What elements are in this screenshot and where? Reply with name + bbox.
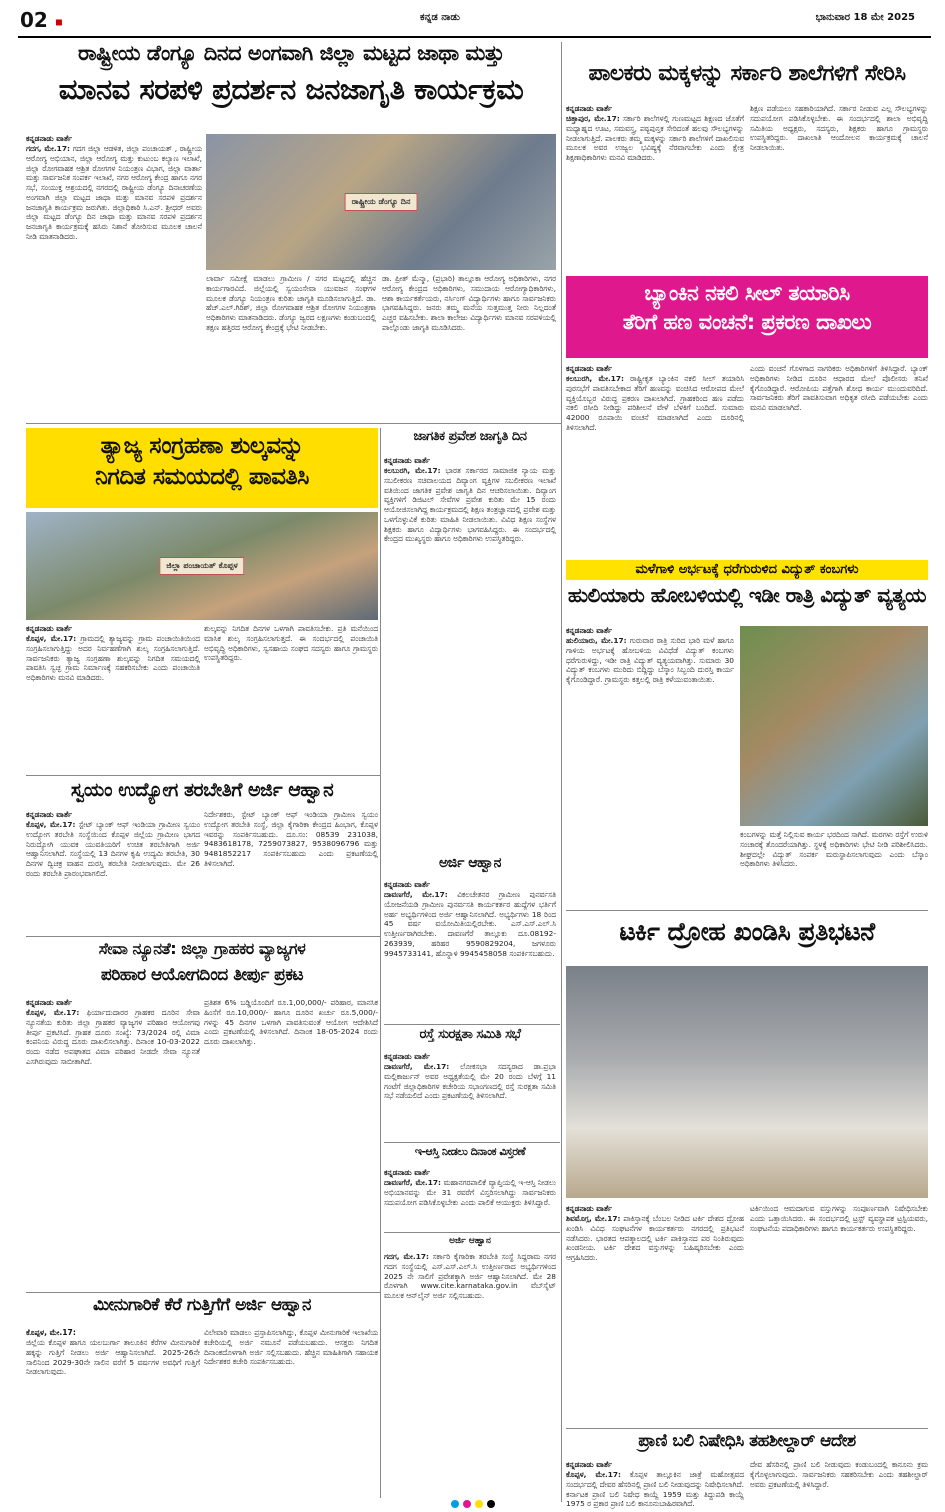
fakeseal-headline-2: ತೆರಿಗೆ ಹಣ ವಂಚನೆ: ಪ್ರಕರಣ ದಾಖಲು (622, 310, 872, 335)
byline: ಕನ್ನಡನಾಡು ವಾರ್ತೆ (26, 998, 73, 1007)
dengue-col-3: ಡಾ. ಪ್ರೀತ್ ಮೆನ್ಮಾ, (ಪ್ರಭಾರಿ) ತಾಲ್ಲೂಕಾ ಆರೋಗ್ಯ ಅಧಿಕಾರಿಗಳು, ನಗರ ಆರೋಗ್ಯ ಕೇಂದ್ರದ ಅಧಿಕಾರಿಗಳು, ಸಮುದಾಯ ಆರೋಗ್ಯಾಧಿಕಾರಿಗಳು, ಆಶಾ ಕಾರ್ಯಕರ್ತೆಯರು, ನರ್ಸಿಂಗ್ ವಿದ್ಯಾರ್ಥಿಗಳು ಹಾಗೂ ಸಾರ್ವಜನಿಕರು ಭಾಗವಹಿಸಿದ್ದರು. ಜನರು ತಮ್ಮ ಮನೆಯ ಸುತ್ತಮುತ್ತ ನೀರು ನಿಲ್ಲದಂತೆ ಎಚ್ಚರ ವಹಿಸಬೇಕು. ಶಾಲಾ ಕಾಲೇಜು ವಿದ್ಯಾರ್ಥಿಗಳು ಮಾನವ ಸರಪಳಿಯಲ್ಲಿ ಪಾಲ್ಗೊಂಡು ಜಾಗೃತಿ ಮೂಡಿಸಿದರು. (382, 274, 556, 332)
power-headline: ಹುಲಿಯಾರು ಹೋಬಳಿಯಲ್ಲಿ ಇಡೀ ರಾತ್ರಿ ವಿದ್ಯುತ್ ವ್ಯತ್ಯಯ (567, 583, 927, 607)
dateline: ಕಲಬುರಗಿ, ಮೇ.17: (384, 466, 441, 475)
article-body: ರಾಷ್ಟ್ರೀಕೃತ ಬ್ಯಾಂಕಿನ ನಕಲಿ ಸೀಲ್ ತಯಾರಿಸಿ ಪುರಸಭೆಗೆ ಪಾವತಿಸಬೇಕಾದ ತೆರಿಗೆ ಹಣವನ್ನು ವಂಚಿಸಿದ ಆರೋಪದ ಮೇಲೆ ವ್ಯಕ್ತಿಯೊಬ್ಬರ ವಿರುದ್ಧ ಪ್ರಕರಣ ದಾಖಲಾಗಿದೆ. ಗ್ರಾಹಕರಿಂದ ಹಣ ಪಡೆದು ನಕಲಿ ರಸೀದಿ ನೀಡಿದ್ದು ಪರಿಶೀಲನೆ ವೇಳೆ ಬೆಳಕಿಗೆ ಬಂದಿದೆ. ಸುಮಾರು 42000 ರೂಪಾಯಿ ವಂಚನೆ ಮಾಡಲಾಗಿದೆ ಎಂದು ದೂರಿನಲ್ಲಿ ತಿಳಿಸಲಾಗಿದೆ. (566, 374, 744, 432)
parents-col-1 (566, 104, 744, 270)
issue-date: ಭಾನುವಾರ 18 ಮೇ 2025 (815, 12, 915, 23)
dateline: ಕೊಪ್ಪಳ, ಮೇ.17: (26, 1008, 80, 1017)
article-body: ವಿಕಲಚೇತನರ ಗ್ರಾಮೀಣ ಪುನರ್ವಸತಿ ಯೋಜನೆಯಡಿ ಗ್ರಾಮೀಣ ಪುನರ್ವಸತಿ ಕಾರ್ಯಕರ್ತರ ಹುದ್ದೆಗಳ ಭರ್ತಿಗೆ ಅರ್ಹ ಅಭ್ಯರ್ಥಿಗಳಿಂದ ಅರ್ಜಿ ಆಹ್ವಾನಿಸಲಾಗಿದೆ. ಅಭ್ಯರ್ಥಿಗಳು 18 ರಿಂದ 45 ವರ್ಷ ವಯೋಮಿತಿಯಲ್ಲಿರಬೇಕು. ಎಸ್.ಎಸ್.ಎಲ್.ಸಿ ಉತ್ತೀರ್ಣರಾಗಿರಬೇಕು. ದಾವಣಗೆರೆ ತಾಲ್ಲೂಕು ದೂ.08192-263939, ಹರಿಹರ 9590829204, ಜಗಳೂರು 9945733141, ಹೊನ್ನಾಳಿ 9945458058 ಸಂಪರ್ಕಿಸಬಹುದು. (384, 890, 556, 958)
byline: ಕನ್ನಡನಾಡು ವಾರ್ತೆ (566, 104, 613, 113)
turkey-col-1 (566, 1204, 744, 1424)
fakeseal-headline-1: ಬ್ಯಾಂಕಿನ ನಕಲಿ ಸೀಲ್ ತಯಾರಿಸಿ (644, 281, 850, 305)
byline: ಕನ್ನಡನಾಡು ವಾರ್ತೆ (566, 364, 613, 373)
magenta-mark (463, 1500, 471, 1508)
dateline: ಕೊಪ್ಪಳ, ಮೇ.17: (26, 820, 76, 829)
eauction-col-1 (384, 1168, 556, 1228)
power-col-2: ಕಂಬಗಳನ್ನು ಮತ್ತೆ ನಿಲ್ಲಿಸುವ ಕಾರ್ಯ ಭರದಿಂದ ಸಾಗಿದೆ. ಮರಗಳು ರಸ್ತೆಗೆ ಉರುಳಿ ಸಂಚಾರಕ್ಕೆ ತೊಂದರೆಯಾಗಿತ್ತು. ಸ್ಥಳಕ್ಕೆ ಅಧಿಕಾರಿಗಳು ಭೇಟಿ ನೀಡಿ ಪರಿಶೀಲಿಸಿದರು. ಶೀಘ್ರದಲ್ಲೇ ವಿದ್ಯುತ್ ಸಂಪರ್ಕ ಮರುಸ್ಥಾಪಿಸಲಾಗುವುದು ಎಂದು ಬೆಸ್ಕಾಂ ಅಧಿಕಾರಿಗಳು ತಿಳಿಸಿದರು. (740, 830, 928, 869)
selfemployment-col-2: ನಿರ್ದೇಶಕರು, ಸ್ಟೇಟ್ ಬ್ಯಾಂಕ್ ಆಫ್ ಇಂಡಿಯಾ ಗ್ರಾಮೀಣ ಸ್ವಯಂ ಉದ್ಯೋಗ ತರಬೇತಿ ಸಂಸ್ಥೆ, ಜಿಲ್ಲಾ ಕೈಗಾರಿಕಾ ಕೇಂದ್ರದ ಹಿಂಭಾಗ, ಕೊಪ್ಪಳ ಇವರನ್ನು ಸಂಪರ್ಕಿಸಬಹುದು. ದೂ.ಸಂ: 08539 231038, 9483618178, 7259073827, 9538096796 ಮತ್ತು 9481852217 ಸಂಪರ್ಕಿಸಬಹುದು ಎಂದು ಪ್ರಕಟಣೆಯಲ್ಲಿ ತಿಳಿಸಲಾಗಿದೆ. (204, 810, 378, 868)
section-divider (26, 936, 380, 937)
waste-photo (26, 512, 378, 620)
power-photo (740, 626, 928, 826)
consumer-headline-2: ಪರಿಹಾರ ಆಯೋಗದಿಂದ ತೀರ್ಪು ಪ್ರಕಟ (100, 965, 304, 985)
animal-headline: ಪ್ರಾಣಿ ಬಲಿ ನಿಷೇಧಿಸಿ ತಹಶೀಲ್ದಾರ್ ಆದೇಶ (638, 1431, 856, 1451)
waste-headline-box (26, 428, 378, 508)
dateline: ಕೊಪ್ಪಳ, ಮೇ.17: (26, 1328, 76, 1337)
eauction-headline: ಇ-ಆಸ್ತಿ ನೀಡಲು ದಿನಾಂಕ ವಿಸ್ತರಣೆ (414, 1145, 526, 1158)
power-col-1 (566, 626, 734, 902)
applications2-col-1 (384, 1252, 556, 1492)
byline: ಕನ್ನಡನಾಡು ವಾರ್ತೆ (384, 1168, 431, 1177)
animal-col-2: ದೇವ ಹೆಸರಿನಲ್ಲಿ ಪ್ರಾಣಿ ಬಲಿ ನೀಡುವುದು ಕಂಡುಬಂದಲ್ಲಿ ಕಾನೂನು ಕ್ರಮ ಕೈಗೊಳ್ಳಲಾಗುವುದು. ಸಾರ್ವಜನಿಕರು ಸಹಕರಿಸಬೇಕು ಎಂದು ತಹಶೀಲ್ದಾರ್ ಅವರು ಪ್ರಕಟಣೆಯಲ್ಲಿ ತಿಳಿಸಿದ್ದಾರೆ. (750, 1460, 928, 1489)
article-body: ಕೊಪ್ಪಳ ತಾಲ್ಲೂಕಿನ ಜಾತ್ರೆ ಮಹೋತ್ಸವದ ಸಂದರ್ಭದಲ್ಲಿ ದೇವರ ಹೆಸರಿನಲ್ಲಿ ಪ್ರಾಣಿ ಬಲಿ ನೀಡುವುದನ್ನು ನಿಷೇಧಿಸಲಾಗಿದೆ. ಕರ್ನಾಟಕ ಪ್ರಾಣಿ ಬಲಿ ನಿಷೇಧ ಕಾಯ್ದೆ 1959 ಮತ್ತು ತಿದ್ದುಪಡಿ ಕಾಯ್ದೆ 1975 ರ ಪ್ರಕಾರ ಪ್ರಾಣಿ ಬಲಿ ಕಾನೂನುಬಾಹಿರವಾಗಿದೆ. (566, 1470, 744, 1509)
byline: ಕನ್ನಡನಾಡು ವಾರ್ತೆ (566, 1204, 613, 1213)
applications-headline: ಅರ್ಜಿ ಆಹ್ವಾನ (439, 855, 501, 871)
parents-headline: ಪಾಲಕರು ಮಕ್ಕಳನ್ನು ಸರ್ಕಾರಿ ಶಾಲೆಗಳಿಗೆ ಸೇರಿಸಿ (588, 61, 906, 86)
dateline: ಕಲಬುರಗಿ, ಮೇ.17: (566, 374, 625, 383)
byline: ಕನ್ನಡನಾಡು ವಾರ್ತೆ (384, 1052, 431, 1061)
article-body: ಫಿರ್ಯಾದುದಾರರ ಗ್ರಾಹಕರ ದೂರಿನ ಸೇವಾ ನ್ಯೂನತೆಯ ಕುರಿತು ಜಿಲ್ಲಾ ಗ್ರಾಹಕರ ವ್ಯಾಜ್ಯಗಳ ಪರಿಹಾರ ಆಯೋಗವು ತೀರ್ಪು ಪ್ರಕಟಿಸಿದೆ. ಗ್ರಾಹಕ ದೂರು ಸಂಖ್ಯೆ: 73/2024 ರಲ್ಲಿ ವಿಮಾ ಕಂಪನಿಯ ವಿರುದ್ಧ ದೂರು ದಾಖಲಿಸಲಾಗಿತ್ತು. ದಿನಾಂಕ 10-03-2022 ರಂದು ನಡೆದ ಅಪಘಾತದ ವಿಮಾ ಪರಿಹಾರ ನೀಡದೇ ಸೇವಾ ನ್ಯೂನತೆ ಎಸಗಿರುವುದು ಸಾಬೀತಾಗಿದೆ. (26, 1008, 200, 1066)
fakeseal-headline-box (566, 276, 928, 358)
byline: ಕನ್ನಡನಾಡು ವಾರ್ತೆ (26, 134, 73, 143)
fishery-headline: ಮೀನುಗಾರಿಕೆ ಕೆರೆ ಗುತ್ತಿಗೆಗೆ ಅರ್ಜಿ ಆಹ್ವಾನ (93, 1295, 311, 1315)
byline: ಕನ್ನಡನಾಡು ವಾರ್ತೆ (26, 810, 73, 819)
power-strip: ಮಳೆಗಾಳಿ ಅರ್ಭಟಕ್ಕೆ ಧರೆಗುರುಳಿದ ವಿದ್ಯುತ್ ಕಂಬಗಳು (566, 560, 928, 580)
photo-banner: ಜಿಲ್ಲಾ ಪಂಚಾಯತ್ ಕೊಪ್ಪಳ (159, 557, 244, 575)
applications2-headline: ಅರ್ಜಿ ಆಹ್ವಾನ (449, 1236, 491, 1246)
registration-marks (0, 1493, 945, 1503)
section-divider (26, 1292, 380, 1293)
dateline: ದಾವಣಗೆರೆ, ಮೇ.17: (384, 1062, 450, 1071)
article-body: ಗ್ರಾಮದಲ್ಲಿ ತ್ಯಾಜ್ಯವನ್ನು ಗ್ರಾಮ ಪಂಚಾಯಿತಿಯಿಂದ ಸಂಗ್ರಹಿಸಲಾಗುತ್ತಿದ್ದು ಅದರ ನಿರ್ವಹಣೆಗಾಗಿ ಶುಲ್ಕ ಸಂಗ್ರಹಿಸಲಾಗುತ್ತಿದೆ. ಸಾರ್ವಜನಿಕರು ತ್ಯಾಜ್ಯ ಸಂಗ್ರಹಣಾ ಶುಲ್ಕವನ್ನು ನಿಗದಿತ ಸಮಯದಲ್ಲಿ ಪಾವತಿಸಿ ಸ್ವಚ್ಛ ಗ್ರಾಮ ನಿರ್ಮಾಣಕ್ಕೆ ಸಹಕರಿಸಬೇಕು ಎಂದು ಪಂಚಾಯಿತಿ ಅಧಿಕಾರಿಗಳು ಮನವಿ ಮಾಡಿದರು. (26, 634, 200, 683)
dateline: ಕೊಪ್ಪಳ, ಮೇ.17: (26, 634, 77, 643)
waste-headline-1: ತ್ಯಾಜ್ಯ ಸಂಗ್ರಹಣಾ ಶುಲ್ಕವನ್ನು (100, 433, 304, 459)
article-body: ಭಾರತ ಸರ್ಕಾರದ ಸಾಮಾಜಿಕ ನ್ಯಾಯ ಮತ್ತು ಸಬಲೀಕರಣ ಸಚಿವಾಲಯದ ದಿವ್ಯಾಂಗ ವ್ಯಕ್ತಿಗಳ ಸಬಲೀಕರಣ ಇಲಾಖೆ ವತಿಯಿಂದ ಜಾಗತಿಕ ಪ್ರವೇಶ ಜಾಗೃತಿ ದಿನ ಆಚರಿಸಲಾಯಿತು. ದಿವ್ಯಾಂಗ ವ್ಯಕ್ತಿಗಳಿಗೆ ಡಿಜಿಟಲ್ ಸೇವೆಗಳ ಪ್ರವೇಶ ಕುರಿತು ಮೇ 15 ರಂದು ಆಯೋಜಿಸಲಾಗಿದ್ದ ಕಾರ್ಯಕ್ರಮದಲ್ಲಿ ಶಿಕ್ಷಣ ತಂತ್ರಜ್ಞಾನದಲ್ಲಿ ಪ್ರವೇಶ ಮತ್ತು ಒಳಗೊಳ್ಳುವಿಕೆ ಕುರಿತು ಮಾಹಿತಿ ನೀಡಲಾಯಿತು. ವಿವಿಧ ಶಿಕ್ಷಣ ಸಂಸ್ಥೆಗಳ ಶಿಕ್ಷಕರು ಹಾಗೂ ವಿದ್ಯಾರ್ಥಿಗಳು ಭಾಗವಹಿಸಿದ್ದರು. ಈ ಸಂದರ್ಭದಲ್ಲಿ ಕೇಂದ್ರದ ಮುಖ್ಯಸ್ಥರು ಹಾಗೂ ಅಧಿಕಾರಿಗಳು ಉಪಸ್ಥಿತರಿದ್ದರು. (384, 466, 557, 544)
dengue-col-1 (26, 134, 202, 419)
dateline: ದಾವಣಗೆರೆ, ಮೇ.17: (384, 1178, 441, 1187)
page-number: 02 ▪ (20, 8, 63, 32)
fakeseal-col-1 (566, 364, 744, 556)
dateline: ಶಿವಮೊಗ್ಗ, ಮೇ.17: (566, 1214, 621, 1223)
dengue-photo (206, 134, 556, 270)
dengue-col-2: ಲಾರ್ವಾ ಸಮೀಕ್ಷೆ ಮಾಡಲು ಗ್ರಾಮೀಣ / ನಗರ ಮಟ್ಟದಲ್ಲಿ ಹೆಚ್ಚಿನ ಕಾರ್ಯಗಾರವಿದೆ. ಜಿಲ್ಲೆಯಲ್ಲಿ ಸ್ವಯಂಸೇವಾ ಯುವಜನ ಸಂಘಗಳ ಮೂಲಕ ಡೆಂಗ್ಯೂ ನಿಯಂತ್ರಣ ಕುರಿತು ಜಾಗೃತಿ ಮೂಡಿಸಲಾಗುತ್ತಿದೆ. ಡಾ. ಹೆಚ್.ಎಲ್.ಗಿರಿಶ್, ಜಿಲ್ಲಾ ರೋಗವಾಹಕ ಆಶ್ರಿತ ರೋಗಗಳ ನಿಯಂತ್ರಣಾ ಅಧಿಕಾರಿಗಳು ಮಾತನಾಡಿದರು. ಡೆಂಗ್ಯೂ ಜ್ವರದ ಲಕ್ಷಣಗಳು ಕಂಡುಬಂದಲ್ಲಿ ತಕ್ಷಣ ಹತ್ತಿರದ ಆರೋಗ್ಯ ಕೇಂದ್ರಕ್ಕೆ ಭೇಟಿ ನೀಡಬೇಕು. (206, 274, 376, 332)
animal-col-1 (566, 1460, 744, 1509)
header-rule (18, 36, 931, 38)
dateline: ಹುಲಿಯಾರು, ಮೇ.17: (566, 636, 627, 645)
consumer-headline-1: ಸೇವಾ ನ್ಯೂನತೆ: ಜಿಲ್ಲಾ ಗ್ರಾಹಕರ ವ್ಯಾಜ್ಯಗಳ (98, 939, 306, 958)
masthead: ಕನ್ನಡ ನಾಡು (420, 12, 460, 23)
waste-col-1 (26, 624, 200, 770)
dateline: ಚಿತ್ತಾಪುರ, ಮೇ.17: (566, 114, 620, 123)
cyan-mark (451, 1500, 459, 1508)
consumer-col-2: ಪ್ರತಿಶತ 6% ಬಡ್ಡಿಯೊಂದಿಗೆ ರೂ.1,00,000/- ಪರಿಹಾರ, ಮಾನಸಿಕ ಹಿಂಸೆಗೆ ರೂ.10,000/- ಹಾಗೂ ದೂರಿನ ಖರ್ಚು ರೂ.5,000/- ಗಳನ್ನು 45 ದಿನಗಳ ಒಳಗಾಗಿ ಪಾವತಿಸುವಂತೆ ಆಯೋಗ ಆದೇಶಿಸಿದೆ ಎಂದು ಪ್ರಕಟಣೆಯಲ್ಲಿ ತಿಳಿಸಲಾಗಿದೆ. ದಿನಾಂಕ 18-05-2024 ರಂದು ದೂರು ದಾಖಲಾಗಿತ್ತು. (204, 998, 378, 1047)
selfemployment-col-1 (26, 810, 200, 932)
article-body: ಜಿಲ್ಲೆಯ ಕೊಪ್ಪಳ ಹಾಗೂ ಯಲಬುರ್ಗಾ ತಾಲೂಕಿನ ಕೆರೆಗಳ ಮೀನುಗಾರಿಕೆ ಹಕ್ಕನ್ನು ಗುತ್ತಿಗೆ ನೀಡಲು ಅರ್ಜಿ ಆಹ್ವಾನಿಸಲಾಗಿದೆ. 2025-26ನೇ ಸಾಲಿನಿಂದ 2029-30ನೇ ಸಾಲಿನ ವರೆಗೆ 5 ವರ್ಷಗಳ ಅವಧಿಗೆ ಗುತ್ತಿಗೆ ನೀಡಲಾಗುವುದು. (26, 1338, 200, 1377)
parents-col-2: ಶಿಕ್ಷಣ ಪಡೆಯಲು ಸಹಕಾರಿಯಾಗಿದೆ. ಸರ್ಕಾರ ನೀಡುವ ಎಲ್ಲ ಸೌಲಭ್ಯಗಳನ್ನು ಸದುಪಯೋಗ ಪಡಿಸಿಕೊಳ್ಳಬೇಕು. ಈ ಸಂದರ್ಭದಲ್ಲಿ ಶಾಲಾ ಅಭಿವೃದ್ಧಿ ಸಮಿತಿಯ ಅಧ್ಯಕ್ಷರು, ಸದಸ್ಯರು, ಶಿಕ್ಷಕರು ಹಾಗೂ ಗ್ರಾಮಸ್ಥರು ಉಪಸ್ಥಿತರಿದ್ದರು. ದಾಖಲಾತಿ ಆಂದೋಲನ ಕಾರ್ಯಕ್ರಮಕ್ಕೆ ಚಾಲನೆ ನೀಡಲಾಯಿತು. (750, 104, 928, 153)
turkey-headline: ಟರ್ಕಿ ದ್ರೋಹ ಖಂಡಿಸಿ ಪ್ರತಿಭಟನೆ (619, 917, 875, 946)
article-body: ಸರ್ಕಾರಿ ಶಾಲೆಗಳಲ್ಲಿ ಗುಣಮಟ್ಟದ ಶಿಕ್ಷಣದ ಜೊತೆಗೆ ಮಧ್ಯಾಹ್ನದ ಊಟ, ಸಮವಸ್ತ್ರ, ಪಠ್ಯಪುಸ್ತಕ ಸೇರಿದಂತೆ ಹಲವು ಸೌಲಭ್ಯಗಳನ್ನು ನೀಡಲಾಗುತ್ತಿದೆ. ಪಾಲಕರು ತಮ್ಮ ಮಕ್ಕಳನ್ನು ಸರ್ಕಾರಿ ಶಾಲೆಗಳಿಗೆ ದಾಖಲಿಸುವ ಮೂಲಕ ಅವರ ಉಜ್ವಲ ಭವಿಷ್ಯಕ್ಕೆ ನೆರವಾಗಬೇಕು ಎಂದು ಕ್ಷೇತ್ರ ಶಿಕ್ಷಣಾಧಿಕಾರಿಗಳು ಮನವಿ ಮಾಡಿದರು. (566, 114, 744, 163)
applications-col-1 (384, 880, 556, 1020)
article-body: ಲೋಕಸಭಾ ಸದಸ್ಯರಾದ ಡಾ.ಪ್ರಭಾ ಮಲ್ಲಿಕಾರ್ಜುನ್ ಅವರ ಅಧ್ಯಕ್ಷತೆಯಲ್ಲಿ ಮೇ 20 ರಂದು ಬೆಳಗ್ಗೆ 11 ಗಂಟೆಗೆ ಜಿಲ್ಲಾಧಿಕಾರಿಗಳ ಕಚೇರಿಯ ಸಭಾಂಗಣದಲ್ಲಿ ರಸ್ತೆ ಸುರಕ್ಷತಾ ಸಮಿತಿ ಸಭೆ ನಡೆಯಲಿದೆ ಎಂದು ಪ್ರಕಟಣೆಯಲ್ಲಿ ತಿಳಿಸಲಾಗಿದೆ. (384, 1062, 556, 1101)
byline: ಕನ್ನಡನಾಡು ವಾರ್ತೆ (566, 626, 613, 635)
section-divider (26, 775, 380, 776)
byline: ಕನ್ನಡನಾಡು ವಾರ್ತೆ (384, 456, 431, 465)
fishery-col-2: ವಿಲೇವಾರಿ ಮಾಡಲು ಪ್ರಸ್ತಾಪಿಸಲಾಗಿದ್ದು, ಕೊಪ್ಪಳ ಮೀನುಗಾರಿಕೆ ಇಲಾಖೆಯ ಕಚೇರಿಯಲ್ಲಿ ಅರ್ಜಿ ನಮೂನೆ ಪಡೆಯಬಹುದು. ಆಸಕ್ತರು ನಿಗದಿತ ದಿನಾಂಕದೊಳಗಾಗಿ ಅರ್ಜಿ ಸಲ್ಲಿಸಬಹುದು. ಹೆಚ್ಚಿನ ಮಾಹಿತಿಗಾಗಿ ಸಹಾಯಕ ನಿರ್ದೇಶಕರ ಕಚೇರಿ ಸಂಪರ್ಕಿಸಬಹುದು. (204, 1328, 378, 1367)
waste-headline-2: ನಿಗದಿತ ಸಮಯದಲ್ಲಿ ಪಾವತಿಸಿ (95, 464, 309, 491)
byline: ಕನ್ನಡನಾಡು ವಾರ್ತೆ (566, 1460, 613, 1469)
dateline: ಗದಗ, ಮೇ.17: (26, 144, 70, 153)
roadsafety-headline: ರಸ್ತೆ ಸುರಕ್ಷತಾ ಸಮಿತಿ ಸಭೆ (419, 1027, 521, 1042)
fakeseal-col-2: ಎಂದು ವಂಚನೆ ಗೊಳಗಾದ ನಾಗರಿಕರು ಅಧಿಕಾರಿಗಳಿಗೆ ತಿಳಿಸಿದ್ದಾರೆ. ಬ್ಯಾಂಕ್ ಅಧಿಕಾರಿಗಳು ನೀಡಿದ ದೂರಿನ ಆಧಾರದ ಮೇಲೆ ಪೊಲೀಸರು ತನಿಖೆ ಕೈಗೊಂಡಿದ್ದಾರೆ. ಆರೋಪಿಯ ಪತ್ತೆಗಾಗಿ ಶೋಧ ಕಾರ್ಯ ಮುಂದುವರಿದಿದೆ. ಸಾರ್ವಜನಿಕರು ತೆರಿಗೆ ಪಾವತಿಸುವಾಗ ಅಧಿಕೃತ ರಸೀದಿ ಪಡೆಯಬೇಕು ಎಂದು ಮನವಿ ಮಾಡಲಾಗಿದೆ. (750, 364, 928, 413)
dateline: ಗದಗ, ಮೇ.17: (384, 1252, 429, 1261)
article-body: ಸರ್ಕಾರಿ ಕೈಗಾರಿಕಾ ತರಬೇತಿ ಸಂಸ್ಥೆ ಸಿದ್ದರಾಮ ನಗರ ಗದಗ ಸಂಸ್ಥೆಯಲ್ಲಿ ಎಸ್.ಎಸ್.ಎಲ್.ಸಿ ಉತ್ತೀರ್ಣರಾದ ಅಭ್ಯರ್ಥಿಗಳಿಂದ 2025 ನೇ ಸಾಲಿಗೆ ಪ್ರವೇಶಕ್ಕಾಗಿ ಅರ್ಜಿ ಆಹ್ವಾನಿಸಲಾಗಿದೆ. ಮೇ 28 ರೊಳಗಾಗಿ www.cite.karnataka.gov.in ವೆಬ್‌ಸೈಟ್ ಮೂಲಕ ಆನ್‌ಲೈನ್ ಅರ್ಜಿ ಸಲ್ಲಿಸಬಹುದು. (384, 1252, 556, 1301)
consumer-col-1 (26, 998, 200, 1288)
article-body: ಪಾಕಿಸ್ತಾನಕ್ಕೆ ಬೆಂಬಲ ನೀಡಿದ ಟರ್ಕಿ ದೇಶದ ದ್ರೋಹ ಖಂಡಿಸಿ ವಿವಿಧ ಸಂಘಟನೆಗಳ ಕಾರ್ಯಕರ್ತರು ನಗರದಲ್ಲಿ ಪ್ರತಿಭಟನೆ ನಡೆಸಿದರು. ಭಾರತದ ಆಪತ್ಕಾಲದಲ್ಲಿ ಟರ್ಕಿ ಪಾಕಿಸ್ತಾನದ ಪರ ನಿಂತಿರುವುದು ಖಂಡನೀಯ. ಟರ್ಕಿ ದೇಶದ ವಸ್ತುಗಳನ್ನು ಬಹಿಷ್ಕರಿಸಬೇಕು ಎಂದು ಆಗ್ರಹಿಸಿದರು. (566, 1214, 744, 1263)
dateline: ಕೊಪ್ಪಳ, ಮೇ.17: (566, 1470, 622, 1479)
section-divider (566, 1428, 928, 1429)
dateline: ದಾವಣಗೆರೆ, ಮೇ.17: (384, 890, 448, 899)
article-body: ಸ್ಟೇಟ್ ಬ್ಯಾಂಕ್ ಆಫ್ ಇಂಡಿಯಾ ಗ್ರಾಮೀಣ ಸ್ವಯಂ ಉದ್ಯೋಗ ತರಬೇತಿ ಸಂಸ್ಥೆಯಿಂದ ಕೊಪ್ಪಳ ಜಿಲ್ಲೆಯ ಗ್ರಾಮೀಣ ಭಾಗದ ನಿರುದ್ಯೋಗಿ ಯುವಕ ಯುವತಿಯರಿಗೆ ಉಚಿತ ತರಬೇತಿಗಾಗಿ ಅರ್ಜಿ ಆಹ್ವಾನಿಸಲಾಗಿದೆ. ಸಂಸ್ಥೆಯಲ್ಲಿ 13 ದಿನಗಳ ಕೃಷಿ ಉದ್ಯಮಿ ತರಬೇತಿ, 30 ದಿನಗಳ ದ್ವಿಚಕ್ರ ವಾಹನ ದುರಸ್ತಿ ತರಬೇತಿ ನೀಡಲಾಗುವುದು. ಮೇ 26 ರಂದು ತರಬೇತಿ ಪ್ರಾರಂಭವಾಗಲಿದೆ. (26, 820, 200, 878)
roadsafety-col-1 (384, 1052, 556, 1138)
section-divider (26, 423, 561, 424)
dengue-headline-1: ರಾಷ್ಟ್ರೀಯ ಡೆಂಗ್ಯೂ ದಿನದ ಅಂಗವಾಗಿ ಜಿಲ್ಲಾ ಮಟ್ಟದ ಜಾಥಾ ಮತ್ತು (78, 41, 504, 65)
fishery-col-1 (26, 1328, 200, 1494)
section-divider (384, 1142, 560, 1143)
yellow-mark (475, 1500, 483, 1508)
column-divider (561, 42, 562, 1502)
selfemployment-headline: ಸ್ವಯಂ ಉದ್ಯೋಗ ತರಬೇತಿಗೆ ಅರ್ಜಿ ಆಹ್ವಾನ (70, 779, 334, 801)
entrance-col-1 (384, 456, 556, 851)
waste-col-2: ಶುಲ್ಕವನ್ನು ನಿಗದಿತ ದಿನಗಳ ಒಳಗಾಗಿ ಪಾವತಿಸಬೇಕು. ಪ್ರತಿ ಮನೆಯಿಂದ ಮಾಸಿಕ ಶುಲ್ಕ ಸಂಗ್ರಹಿಸಲಾಗುತ್ತದೆ. ಈ ಸಂದರ್ಭದಲ್ಲಿ ಪಂಚಾಯಿತಿ ಅಭಿವೃದ್ಧಿ ಅಧಿಕಾರಿಗಳು, ಸ್ವಸಹಾಯ ಸಂಘದ ಸದಸ್ಯರು ಹಾಗೂ ಗ್ರಾಮಸ್ಥರು ಉಪಸ್ಥಿತರಿದ್ದರು. (204, 624, 378, 663)
byline: ಕನ್ನಡನಾಡು ವಾರ್ತೆ (26, 624, 73, 633)
column-divider (380, 428, 381, 1498)
article-body: ಗುರುವಾರ ರಾತ್ರಿ ಸುರಿದ ಭಾರಿ ಮಳೆ ಹಾಗೂ ಗಾಳಿಯ ಅರ್ಭಟಕ್ಕೆ ಹೋಬಳಿಯ ವಿವಿಧೆಡೆ ವಿದ್ಯುತ್ ಕಂಬಗಳು ಧರೆಗುರುಳಿದ್ದು, ಇಡೀ ರಾತ್ರಿ ವಿದ್ಯುತ್ ವ್ಯತ್ಯಯವಾಗಿತ್ತು. ಸುಮಾರು 30 ವಿದ್ಯುತ್ ಕಂಬಗಳು ಮುರಿದು ಬಿದ್ದಿದ್ದು ಬೆಸ್ಕಾಂ ಸಿಬ್ಬಂದಿ ದುರಸ್ತಿ ಕಾರ್ಯ ಕೈಗೊಂಡಿದ್ದಾರೆ. ಗ್ರಾಮಸ್ಥರು ಕತ್ತಲಲ್ಲಿ ರಾತ್ರಿ ಕಳೆಯುವಂತಾಯಿತು. (566, 636, 734, 685)
entrance-headline: ಜಾಗತಿಕ ಪ್ರವೇಶ ಜಾಗೃತಿ ದಿನ (413, 429, 527, 444)
black-mark (487, 1500, 495, 1508)
photo-banner: ರಾಷ್ಟ್ರೀಯ ಡೆಂಗ್ಯೂ ದಿನ (345, 193, 418, 211)
article-body: ಗದಗ ಜಿಲ್ಲಾ ಆಡಳಿತ, ಜಿಲ್ಲಾ ಪಂಚಾಯತ್ , ರಾಷ್ಟ್ರೀಯ ಆರೋಗ್ಯ ಅಭಿಯಾನ, ಜಿಲ್ಲಾ ಆರೋಗ್ಯ ಮತ್ತು ಕುಟುಂಬ ಕಲ್ಯಾಣ ಇಲಾಖೆ, ಜಿಲ್ಲಾ ರೋಗವಾಹಕ ಆಶ್ರಿತ ರೋಗಗಳ ನಿಯಂತ್ರಣ ವಿಭಾಗ, ಜಿಲ್ಲಾ ವಾರ್ತಾ ಮತ್ತು ಸಾರ್ವಜನಿಕ ಸಂಪರ್ಕ ಇಲಾಖೆ, ನಗರ ಆರೋಗ್ಯ ಕೇಂದ್ರ ಹಾಗೂ ನಗರ ಸಭೆ, ಸಂಯುಕ್ತ ಆಶ್ರಯದಲ್ಲಿ ನಗರದಲ್ಲಿ ರಾಷ್ಟ್ರೀಯ ಡೆಂಗ್ಯೂ ದಿನಾಚರಣೆಯ ಅಂಗವಾಗಿ ಜಿಲ್ಲಾ ಮಟ್ಟದ ಜಾಥಾ ಮತ್ತು ಮಾನವ ಸರಪಳಿ ಪ್ರದರ್ಶನ ಜನಜಾಗೃತಿ ಕಾರ್ಯಕ್ರಮ ಜರುಗಿತು. ಜಿಲ್ಲಾಧಿಕಾರಿ ಸಿ.ಎನ್. ಶ್ರೀಧರ್ ಅವರು ಜಿಲ್ಲಾ ಮಟ್ಟದ ಡೆಂಗ್ಯೂ ದಿನ ಜಾಥಾ ಮತ್ತು ಮಾನವ ಸರಪಳಿ ಪ್ರದರ್ಶನ ಜನಜಾಗೃತಿ ಕಾರ್ಯಕ್ರಮಕ್ಕೆ ಹಸಿರು ನಿಶಾನೆ ತೋರಿಸುವ ಮೂಲಕ ಚಾಲನೆ ನೀಡಿ ಮಾತನಾಡಿದರು. (26, 144, 203, 241)
section-divider (384, 1024, 560, 1025)
byline: ಕನ್ನಡನಾಡು ವಾರ್ತೆ (384, 880, 431, 889)
dengue-headline-2: ಮಾನವ ಸರಪಳಿ ಪ್ರದರ್ಶನ ಜನಜಾಗೃತಿ ಕಾರ್ಯಕ್ರಮ (58, 72, 524, 106)
section-divider (566, 910, 928, 911)
turkey-col-2: ಟರ್ಕಿಯಿಂದ ಆಮದಾಗುವ ವಸ್ತುಗಳನ್ನು ಸಂಪೂರ್ಣವಾಗಿ ನಿಷೇಧಿಸಬೇಕು ಎಂದು ಒತ್ತಾಯಿಸಿದರು. ಈ ಸಂದರ್ಭದಲ್ಲಿ ಟ್ರಸ್ಟ್ ವ್ಯವಸ್ಥಾಪಕ ಟ್ರಸ್ಟಿಯವರು, ಸಂಘಟನೆಯ ಪದಾಧಿಕಾರಿಗಳು ಹಾಗೂ ಕಾರ್ಯಕರ್ತರು ಉಪಸ್ಥಿತರಿದ್ದರು. (750, 1204, 928, 1233)
section-divider (384, 1232, 560, 1233)
article-body: ಮಹಾನಗರಪಾಲಿಕೆ ವ್ಯಾಪ್ತಿಯಲ್ಲಿ ಇ-ಆಸ್ತಿ ನೀಡಲು ಅಭಿಯಾನವನ್ನು ಮೇ 31 ರವರೆಗೆ ವಿಸ್ತರಿಸಲಾಗಿದ್ದು ಸಾರ್ವಜನಿಕರು ಸದುಪಯೋಗ ಪಡಿಸಿಕೊಳ್ಳಬೇಕು ಎಂದು ಪಾಲಿಕೆ ಆಯುಕ್ತರು ತಿಳಿಸಿದ್ದಾರೆ. (384, 1178, 557, 1207)
turkey-photo (566, 966, 928, 1198)
